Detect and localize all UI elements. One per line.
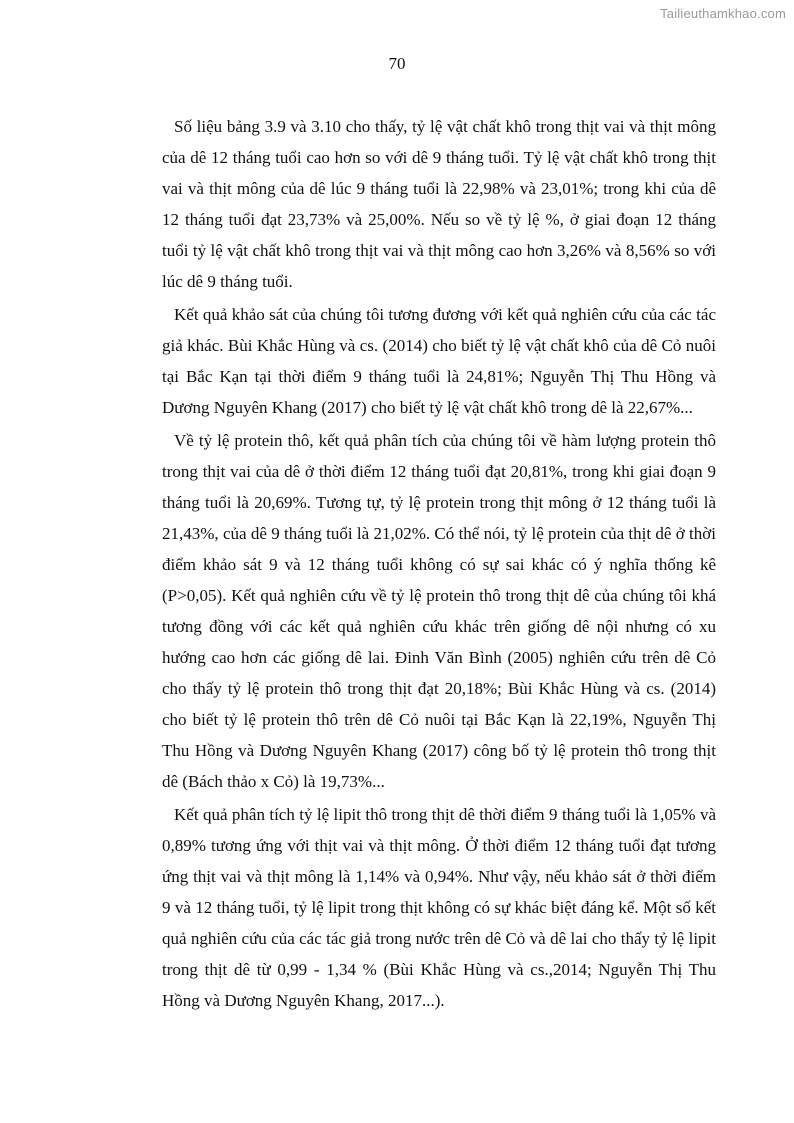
page-number: 70 (388, 54, 406, 73)
watermark-text: Tailieuthamkhao.com (660, 6, 786, 21)
paragraph-lipid: Kết quả phân tích tỷ lệ lipit thô trong thịt dê thời điểm 9 tháng tuổi là 1,05% và 0,89% tương ứng với thịt vai và thịt mông. Ở thời điểm 12 tháng tuổi đạt tương ứng thịt vai và thịt mông là 1,14% và 0,94%. Như vậy, nếu khảo sát ở thời điểm 9 và 12 tháng tuổi, tỷ lệ lipit trong thịt không có sự khác biệt đáng kể. Một số kết quả nghiên cứu của các tác giả trong nước trên dê Cỏ và dê lai cho thấy tỷ lệ lipit trong thịt dê từ 0,99 - 1,34 % (Bùi Khắc Hùng và cs.,2014; Nguyễn Thị Thu Hồng và Dương Nguyên Khang, 2017...). (162, 805, 716, 1010)
paragraph-dry-matter: Số liệu bảng 3.9 và 3.10 cho thấy, tỷ lệ vật chất khô trong thịt vai và thịt mông của dê 12 tháng tuổi cao hơn so với dê 9 tháng tuổi. Tỷ lệ vật chất khô trong thịt vai và thịt mông của dê lúc 9 tháng tuổi là 22,98% và 23,01%; trong khi của dê 12 tháng tuổi đạt 23,73% và 25,00%. Nếu so về tỷ lệ %, ở giai đoạn 12 tháng tuổi tỷ lệ vật chất khô trong thịt vai và thịt mông cao hơn 3,26% và 8,56% so với lúc dê 9 tháng tuổi. (162, 117, 716, 291)
document-body (162, 111, 716, 1018)
paragraph-comparison: Kết quả khảo sát của chúng tôi tương đương với kết quả nghiên cứu của các tác giả khác. Bùi Khắc Hùng và cs. (2014) cho biết tỷ lệ vật chất khô của dê Cỏ nuôi tại Bắc Kạn tại thời điểm 9 tháng tuổi là 24,81%; Nguyễn Thị Thu Hồng và Dương Nguyên Khang (2017) cho biết tỷ lệ vật chất khô trong dê là 22,67%... (162, 305, 716, 417)
paragraph-protein: Về tỷ lệ protein thô, kết quả phân tích của chúng tôi về hàm lượng protein thô trong thịt vai của dê ở thời điểm 12 tháng tuổi đạt 20,81%, trong khi giai đoạn 9 tháng tuổi là 20,69%. Tương tự, tỷ lệ protein trong thịt mông ở 12 tháng tuổi là 21,43%, của dê 9 tháng tuổi là 21,02%. Có thể nói, tỷ lệ protein của thịt dê ở thời điểm khảo sát 9 và 12 tháng tuổi không có sự sai khác có ý nghĩa thống kê (P>0,05). Kết quả nghiên cứu về tỷ lệ protein thô trong thịt dê của chúng tôi khá tương đồng với các kết quả nghiên cứu khác trên giống dê nội nhưng có xu hướng cao hơn các giống dê lai. Đinh Văn Bình (2005) nghiên cứu trên dê Cỏ cho thấy tỷ lệ protein thô trong thịt đạt 20,18%; Bùi Khắc Hùng và cs. (2014) cho biết tỷ lệ protein thô trên dê Cỏ nuôi tại Bắc Kạn là 22,19%, Nguyễn Thị Thu Hồng và Dương Nguyên Khang (2017) công bố tỷ lệ protein thô trong thịt dê (Bách thảo x Cỏ) là 19,73%... (162, 431, 716, 791)
